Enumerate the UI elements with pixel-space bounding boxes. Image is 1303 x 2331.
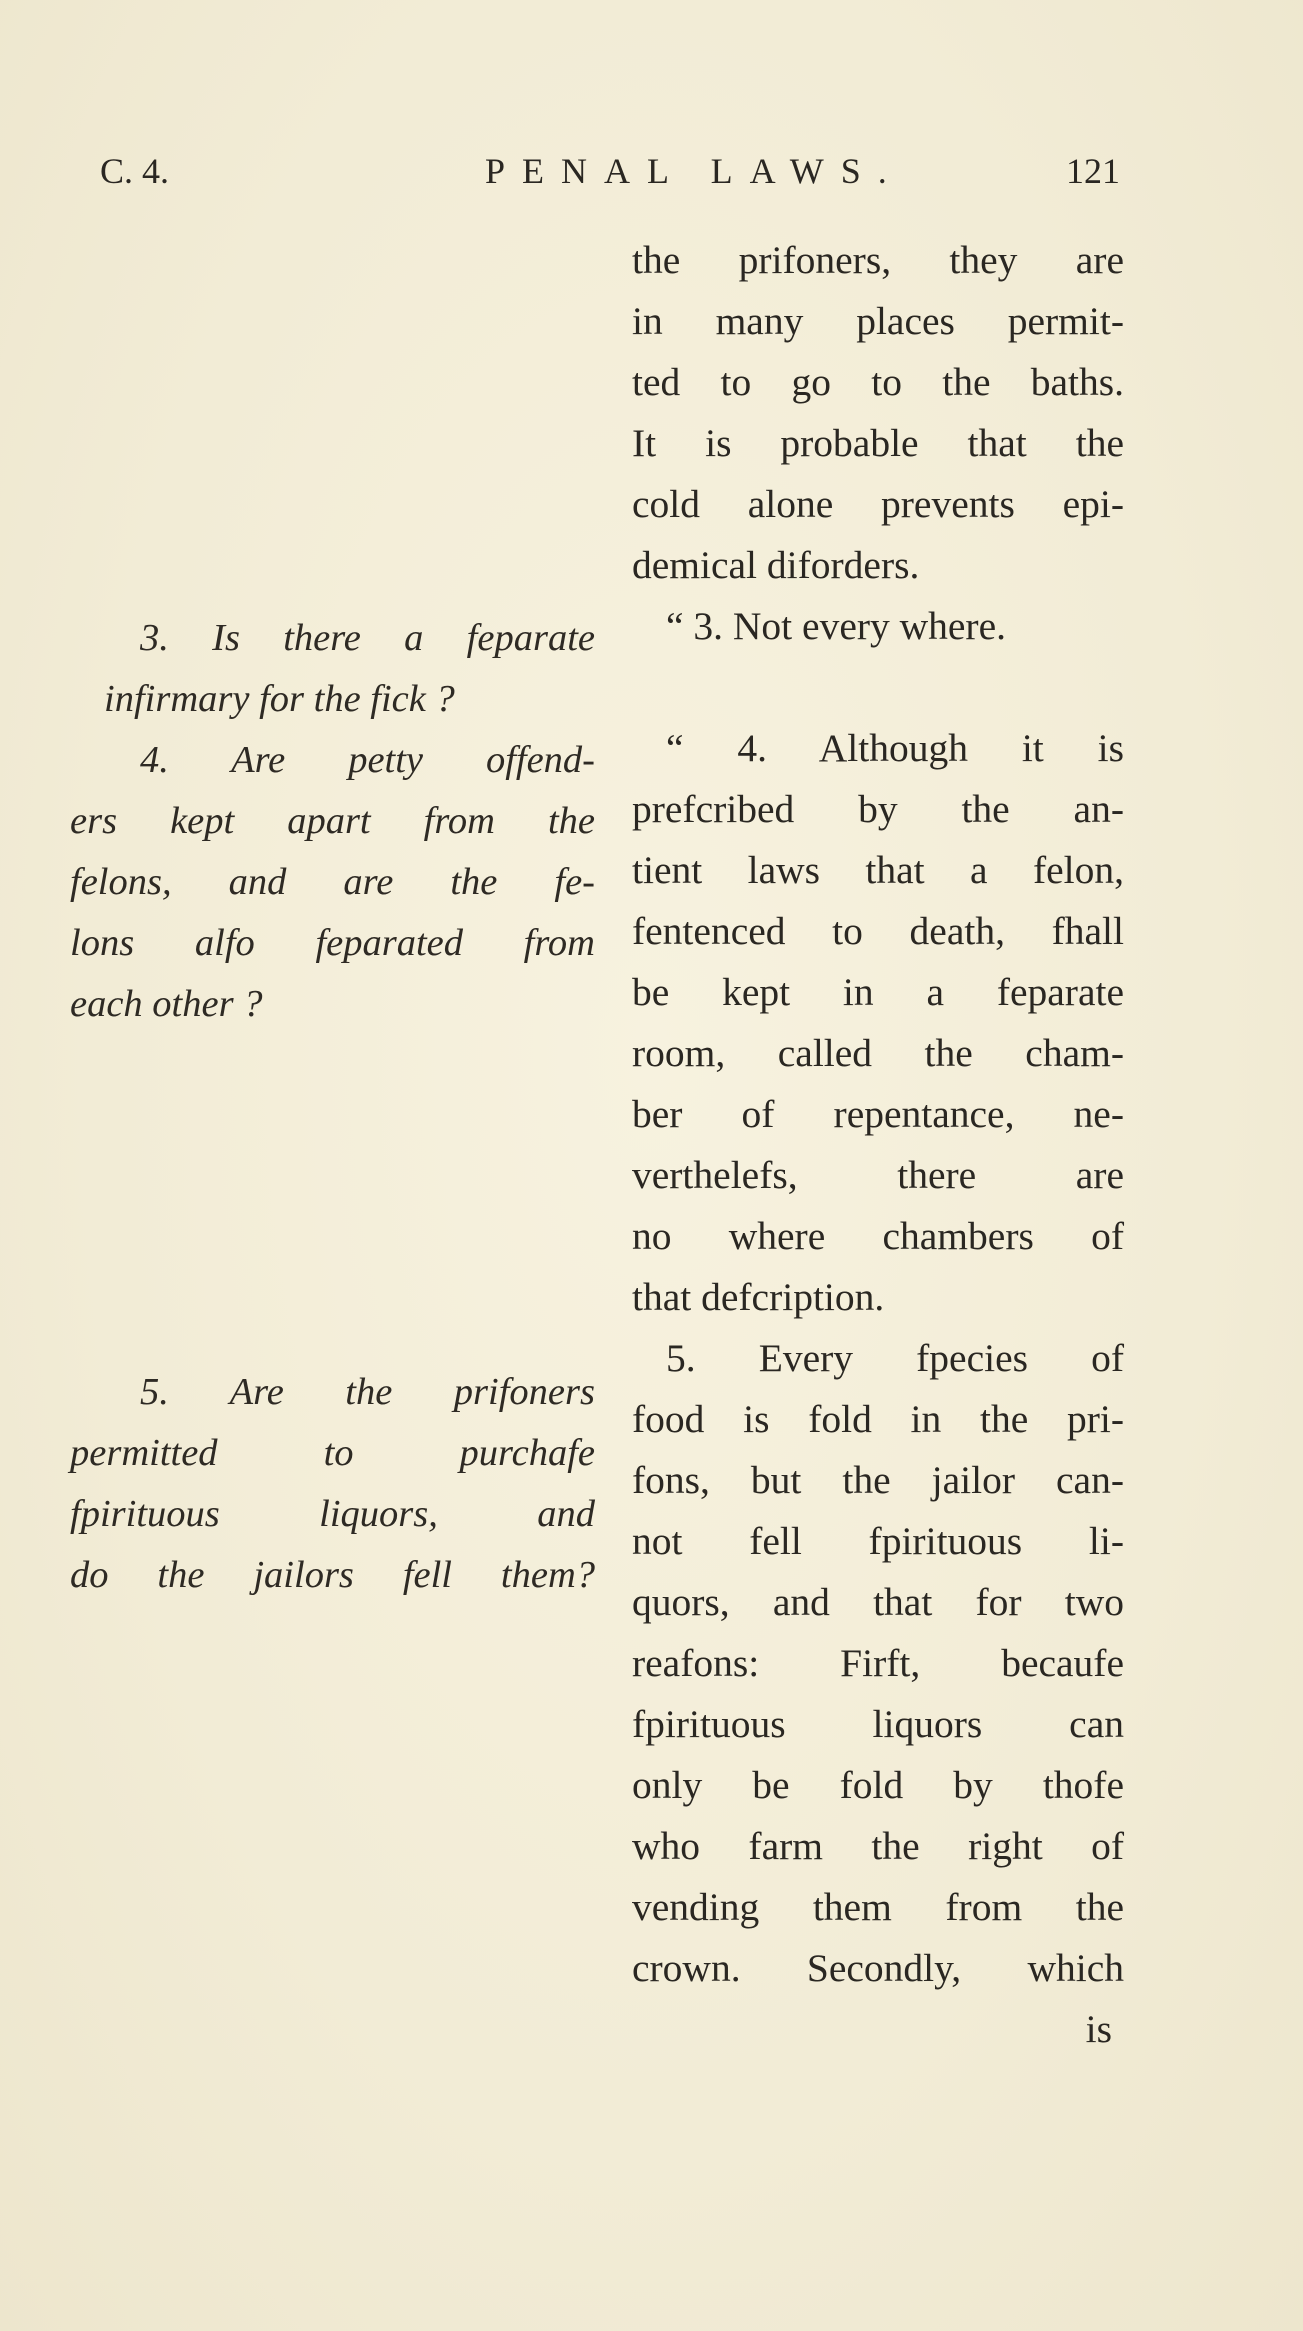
question-3 — [70, 608, 595, 730]
answer-line: prefcribed by the an- — [632, 787, 1124, 831]
answer-line: crown. Secondly, which — [632, 1946, 1124, 1990]
question-line: 3. Is there a feparate — [140, 617, 595, 659]
question-line: each other ? — [70, 983, 263, 1025]
page-title: PENAL LAWS. — [485, 151, 904, 191]
page-number: 121 — [1066, 151, 1120, 191]
answer-line: “ 3. Not every where. — [666, 604, 1006, 648]
answer-line: “ 4. Although it is — [666, 726, 1124, 770]
running-header — [100, 150, 1120, 210]
question-line: 4. Are petty offend- — [140, 739, 595, 781]
answer-line: tient laws that a felon, — [632, 848, 1124, 892]
answer-line: who farm the right of — [632, 1824, 1124, 1868]
answer-spacer — [632, 657, 1124, 718]
catchword: is — [1085, 2007, 1112, 2051]
answer-line: fentenced to death, fhall — [632, 909, 1124, 953]
answer-line: ber of repentance, ne- — [632, 1092, 1124, 1136]
answer-line: be kept in a feparate — [632, 970, 1124, 1014]
answer-line: vending them from the — [632, 1885, 1124, 1929]
answer-line: in many places permit- — [632, 299, 1124, 343]
answer-line: room, called the cham- — [632, 1031, 1124, 1075]
answer-line: not fell fpirituous li- — [632, 1519, 1124, 1563]
answer-line: verthelefs, there are — [632, 1153, 1124, 1197]
chapter-reference: C. 4. — [100, 151, 170, 191]
question-5 — [70, 1362, 595, 1606]
question-line: do the jailors fell them? — [70, 1554, 595, 1596]
answer-line: ted to go to the baths. — [632, 360, 1124, 404]
question-line: lons alfo feparated from — [70, 922, 595, 964]
answer-line: fons, but the jailor can- — [632, 1458, 1124, 1502]
question-4 — [70, 730, 595, 1035]
answer-line: demical diforders. — [632, 543, 920, 587]
question-line: ers kept apart from the — [70, 800, 595, 842]
question-line: permitted to purchafe — [70, 1432, 595, 1474]
answer-line: the prifoners, they are — [632, 238, 1124, 282]
answer-line: It is probable that the — [632, 421, 1124, 465]
answer-line: that defcription. — [632, 1275, 885, 1319]
question-line: infirmary for the fick ? — [104, 678, 455, 720]
answer-line: reafons: Firft, becaufe — [632, 1641, 1124, 1685]
answer-line: only be fold by thofe — [632, 1763, 1124, 1807]
answer-line: 5. Every fpecies of — [666, 1336, 1124, 1380]
question-line: felons, and are the fe- — [70, 861, 595, 903]
answer-line: fpirituous liquors can — [632, 1702, 1124, 1746]
answer-line: cold alone prevents epi- — [632, 482, 1124, 526]
answers-column — [632, 230, 1124, 2060]
answer-line: no where chambers of — [632, 1214, 1124, 1258]
answer-line: quors, and that for two — [632, 1580, 1124, 1624]
question-line: fpirituous liquors, and — [70, 1493, 595, 1535]
question-line: 5. Are the prifoners — [140, 1371, 595, 1413]
answer-line: food is fold in the pri- — [632, 1397, 1124, 1441]
